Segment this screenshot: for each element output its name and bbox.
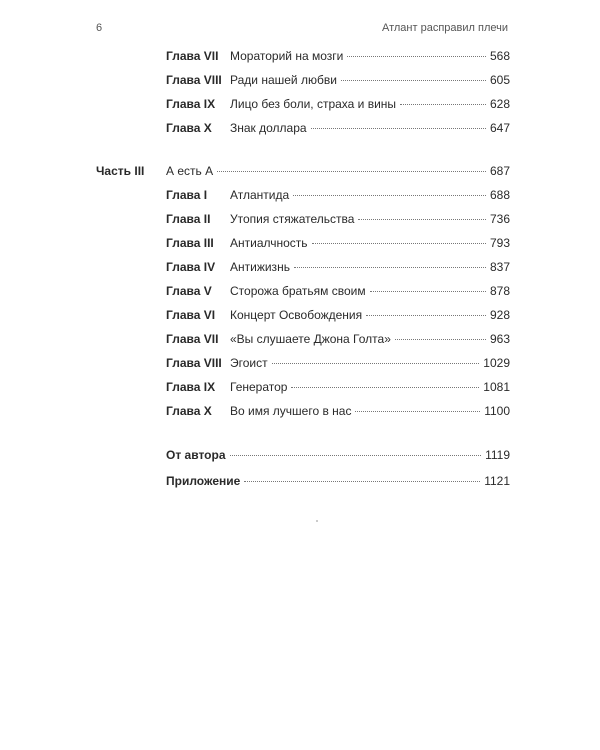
chapter-label: Глава VII (166, 332, 219, 346)
toc-entry (166, 162, 510, 180)
entry-title: Во имя лучшего в нас (230, 404, 352, 418)
toc-entry (230, 210, 510, 228)
toc-entry (230, 306, 510, 324)
toc-entry (230, 234, 510, 252)
dot-leader (358, 219, 486, 220)
toc-row (0, 472, 600, 490)
dot-leader (291, 387, 479, 388)
chapter-label: Глава X (166, 404, 212, 418)
page-number: 6 (96, 22, 103, 34)
toc-entry (230, 119, 510, 137)
toc-row (0, 95, 600, 113)
dot-leader (294, 267, 486, 268)
chapter-label: Глава II (166, 212, 211, 226)
entry-title: Приложение (166, 474, 241, 488)
entry-title: От автора (166, 448, 226, 462)
chapter-label: Глава VIII (166, 73, 222, 87)
toc-entry (230, 71, 510, 89)
entry-page-number: 837 (489, 260, 510, 274)
chapter-label: Глава V (166, 284, 212, 298)
page-speck (316, 520, 318, 522)
chapter-label: Глава VIII (166, 356, 222, 370)
toc-entry (230, 330, 510, 348)
toc-entry (230, 186, 510, 204)
toc-row (0, 71, 600, 89)
entry-page-number: 628 (489, 97, 510, 111)
chapter-label: Глава X (166, 121, 212, 135)
entry-page-number: 928 (489, 308, 510, 322)
toc-entry (230, 95, 510, 113)
chapter-label: Глава VI (166, 308, 216, 322)
entry-page-number: 1029 (483, 356, 510, 370)
entry-title: А есть А (166, 164, 214, 178)
toc-row (0, 306, 600, 324)
entry-page-number: 963 (489, 332, 510, 346)
toc-entry (230, 282, 510, 300)
entry-page-number: 1081 (483, 380, 510, 394)
entry-title: Лицо без боли, страха и вины (230, 97, 397, 111)
entry-page-number: 878 (489, 284, 510, 298)
toc-row (0, 47, 600, 65)
entry-title: Концерт Освобождения (230, 308, 363, 322)
toc-row (0, 402, 600, 420)
dot-leader (370, 291, 486, 292)
chapter-label: Глава VII (166, 49, 219, 63)
entry-title: «Вы слушаете Джона Голта» (230, 332, 391, 346)
entry-title: Знак доллара (230, 121, 307, 135)
toc-row (0, 282, 600, 300)
toc-row (0, 186, 600, 204)
chapter-label: Глава I (166, 188, 208, 202)
dot-leader (272, 363, 480, 364)
running-head: Атлант расправил плечи (382, 22, 508, 34)
dot-leader (217, 171, 486, 172)
entry-page-number: 793 (489, 236, 510, 250)
entry-title: Утопия стяжательства (230, 212, 355, 226)
dot-leader (341, 80, 486, 81)
toc-row (0, 330, 600, 348)
chapter-label: Глава III (166, 236, 214, 250)
entry-page-number: 1119 (485, 448, 510, 462)
entry-page-number: 688 (489, 188, 510, 202)
entry-title: Атлантида (230, 188, 290, 202)
toc-entry (230, 354, 510, 372)
toc-entry (230, 258, 510, 276)
dot-leader (395, 339, 486, 340)
entry-page-number: 687 (489, 164, 510, 178)
entry-page-number: 647 (489, 121, 510, 135)
entry-page-number: 736 (489, 212, 510, 226)
toc-row (0, 119, 600, 137)
part-label: Часть III (96, 164, 145, 178)
dot-leader (355, 411, 480, 412)
dot-leader (347, 56, 486, 57)
toc-row (0, 210, 600, 228)
toc-entry (230, 47, 510, 65)
entry-title: Эгоист (230, 356, 268, 370)
entry-title: Мораторий на мозги (230, 49, 344, 63)
entry-title: Антиалчность (230, 236, 308, 250)
dot-leader (366, 315, 486, 316)
toc-row (0, 234, 600, 252)
chapter-label: Глава IX (166, 380, 216, 394)
toc-entry (166, 446, 510, 464)
toc-row (0, 378, 600, 396)
entry-title: Сторожа братьям своим (230, 284, 366, 298)
entry-title: Генератор (230, 380, 288, 394)
entry-page-number: 568 (489, 49, 510, 63)
chapter-label: Глава IX (166, 97, 216, 111)
toc-row (0, 162, 600, 180)
entry-page-number: 605 (489, 73, 510, 87)
entry-page-number: 1100 (484, 404, 510, 418)
toc-row (0, 446, 600, 464)
entry-title: Антижизнь (230, 260, 290, 274)
entry-title: Ради нашей любви (230, 73, 337, 87)
toc-entry (230, 378, 510, 396)
chapter-label: Глава IV (166, 260, 216, 274)
dot-leader (311, 128, 486, 129)
dot-leader (400, 104, 486, 105)
toc-row (0, 258, 600, 276)
toc-row (0, 354, 600, 372)
dot-leader (230, 455, 482, 456)
entry-page-number: 1121 (484, 474, 510, 488)
dot-leader (293, 195, 486, 196)
dot-leader (244, 481, 480, 482)
toc-entry (230, 402, 510, 420)
dot-leader (312, 243, 486, 244)
toc-entry (166, 472, 510, 490)
